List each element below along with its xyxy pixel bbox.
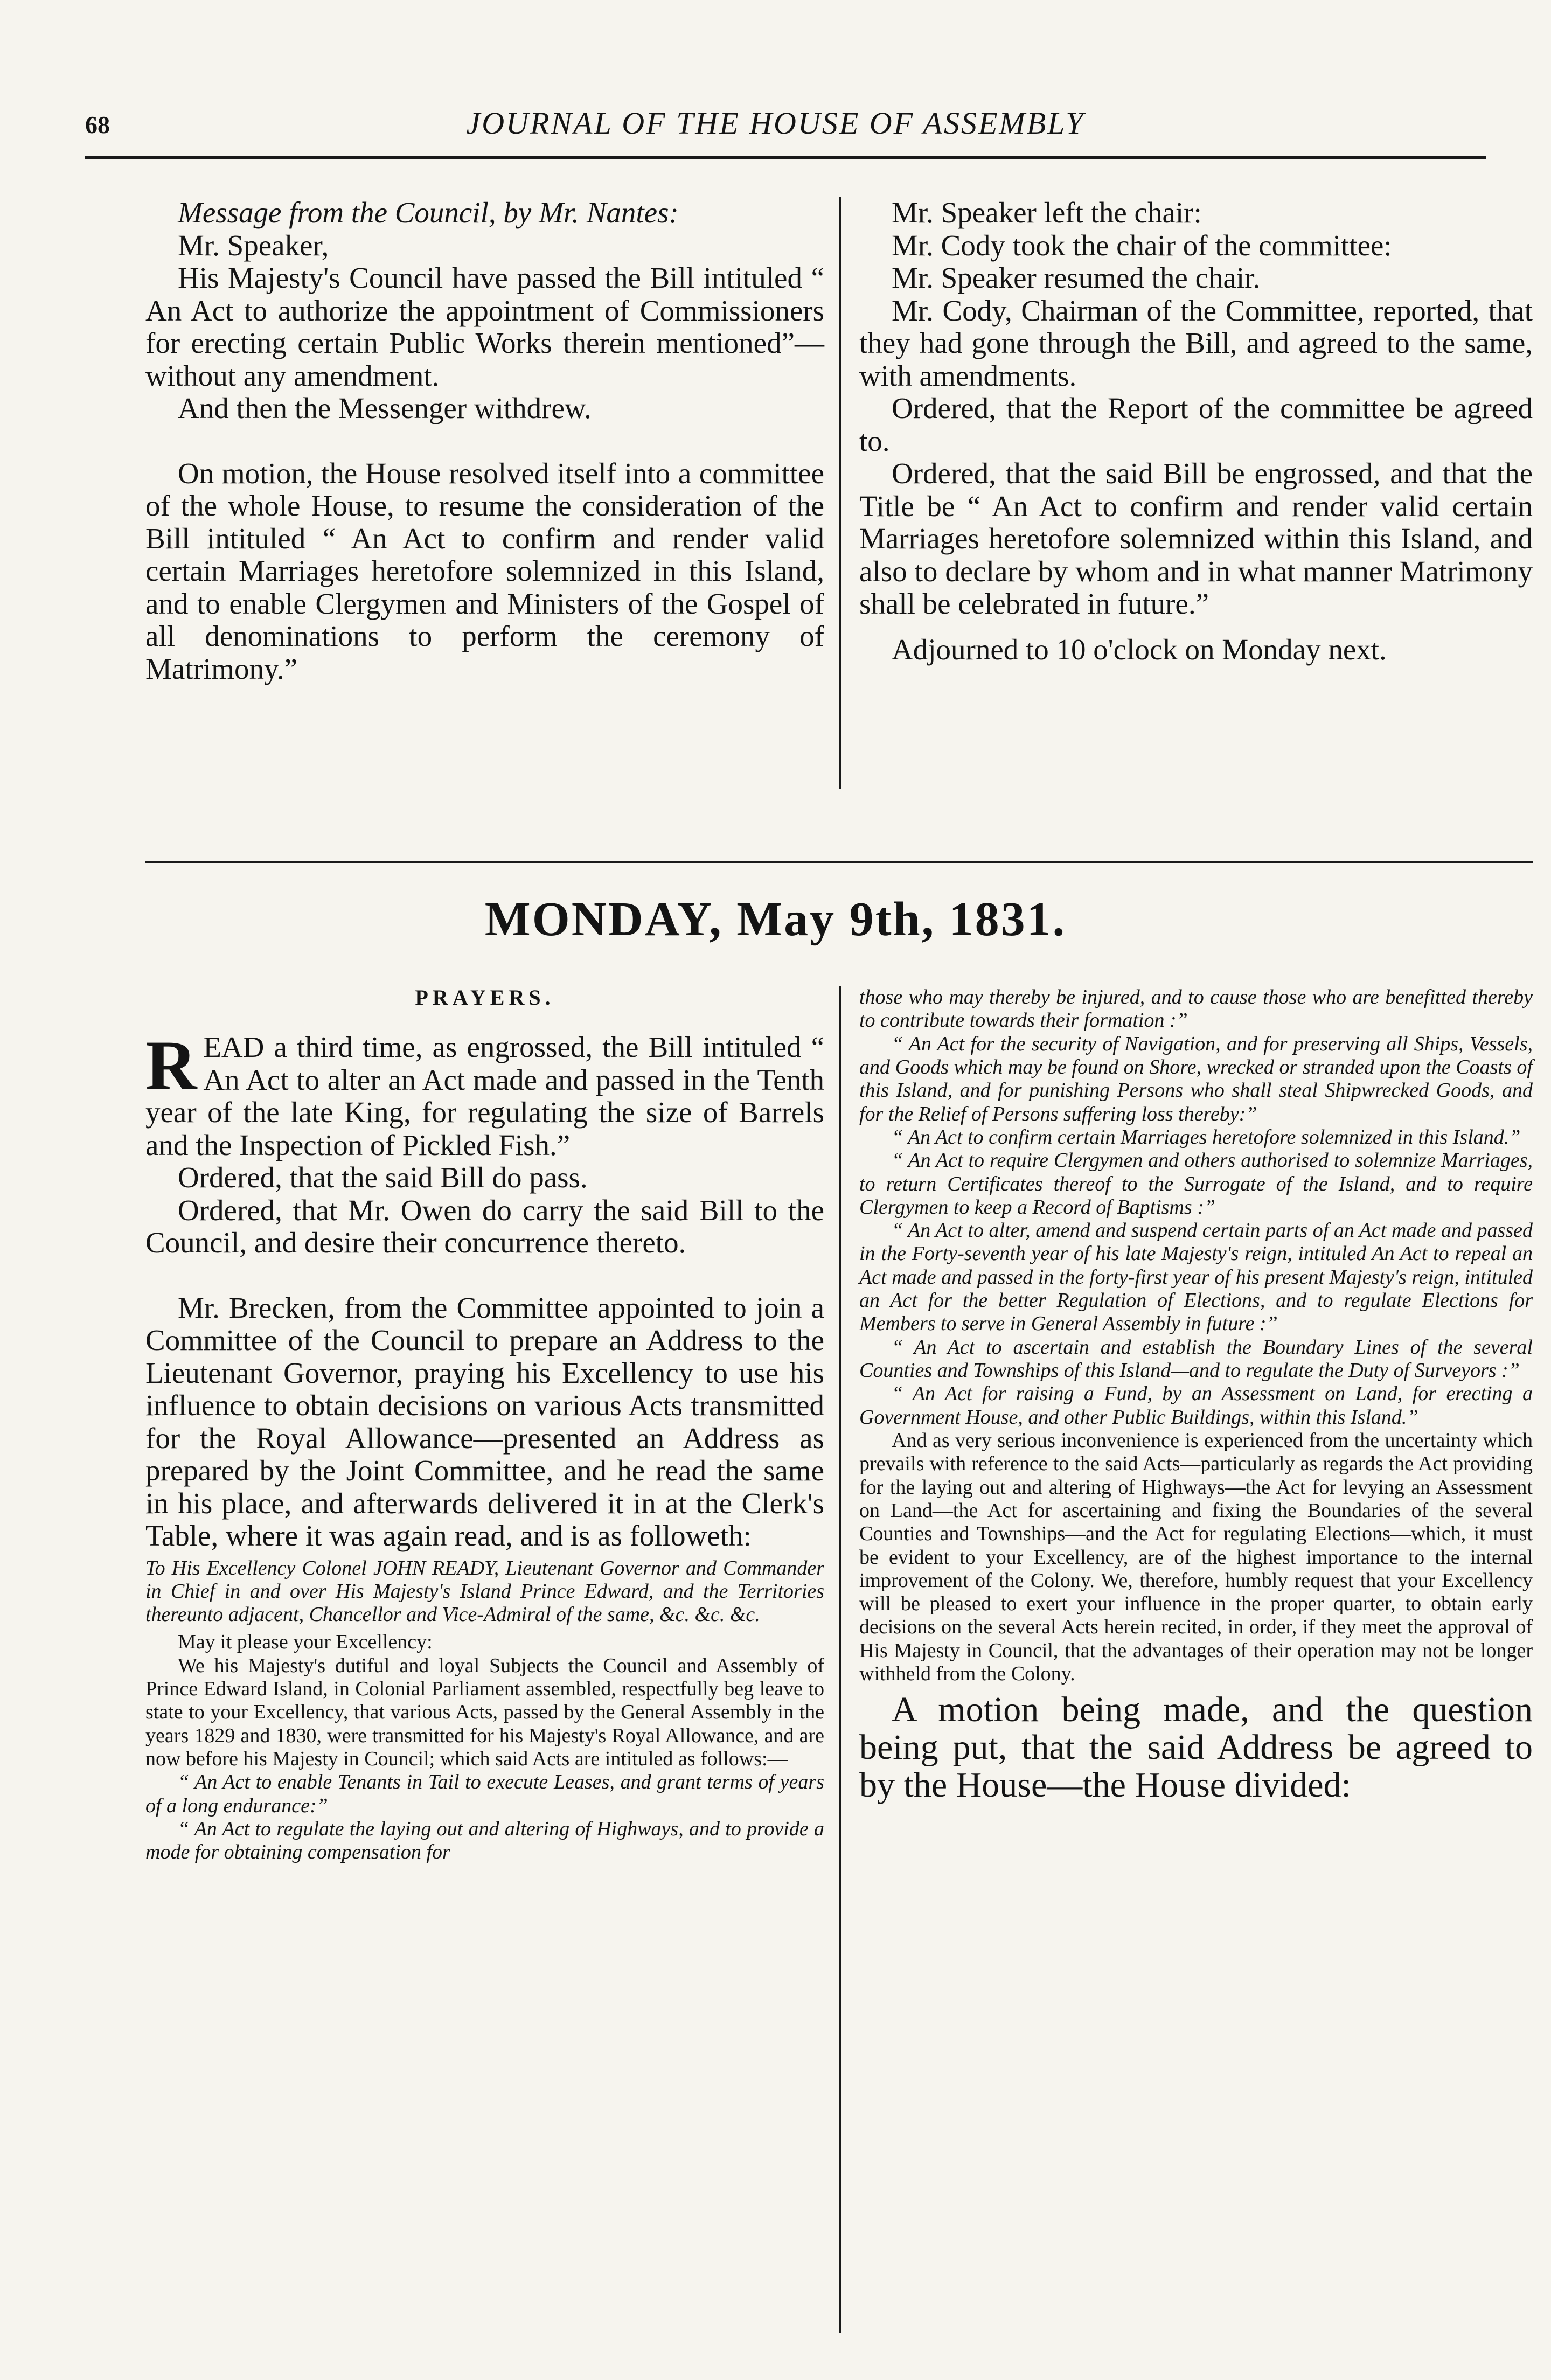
message-heading: Message from the Council, by Mr. Nantes: xyxy=(178,196,679,229)
running-title: JOURNAL OF THE HOUSE OF ASSEMBLY xyxy=(466,106,1085,141)
motion-divided: A motion being made, and the question being put, that the said Address be agreed to by the House—the House divided: xyxy=(859,1690,1533,1805)
act-clergymen: “ An Act to require Clergymen and others authorised to solemnize Marriages, to return Certificates thereof to the Surrogate of the Island, and to require Clergymen to keep a Record of Baptisms :” xyxy=(859,1149,1533,1219)
act-elections: “ An Act to alter, amend and suspend certain parts of an Act made and passed in the Forty-seventh year of his late Majesty's reign, intituled An Act to repeal an Act made and passed in the forty-first year of his present Majesty's reign, intituled an Act for the better Regulation of Elections, and to regulate Elections for Members to serve in General Assembly in future :” xyxy=(859,1219,1533,1335)
messenger-withdrew: And then the Messenger withdrew. xyxy=(178,392,592,424)
address-to: To His Excellency Colonel JOHN READY, Lieutenant Governor and Commander in Chief in and over His Majesty's Island Prince Edward, and the Territories thereunto adjacent, Chancellor and Vice-Admiral of the same, &c. &c. &c. xyxy=(145,1556,824,1626)
speaker-resumed: Mr. Speaker resumed the chair. xyxy=(892,261,1261,294)
bill-pass: Ordered, that the said Bill do pass. xyxy=(178,1161,588,1194)
act-fund: “ An Act for raising a Fund, by an Assessment on Land, for erecting a Government House, and other Public Buildings, within this Island.” xyxy=(859,1382,1533,1429)
owen-carry: Ordered, that Mr. Owen do carry the said Bill to the Council, and desire their concurrence thereto. xyxy=(145,1193,824,1259)
bottom-column-separator xyxy=(839,986,841,2333)
prayers-heading: PRAYERS. xyxy=(415,985,555,1010)
date-heading: MONDAY, May 9th, 1831. xyxy=(484,893,1067,946)
top-left-column xyxy=(145,197,824,685)
inconvenience: And as very serious inconvenience is experienced from the uncertainty which prevails with reference to the said Acts—particularly as regards the Act providing for the laying out and altering of Highways—the Act for levying an Assessment on Land—the Act for ascertaining and fixing the Boundaries of the several Counties and Townships—and the Act for regulating Elections—which, it must be evident to your Excellency, are of the highest importance to the internal improvement of the Colony. We, therefore, humbly request that your Excellency will be pleased to exert your influence in the proper quarter, to obtain early decisions on the several Acts herein recited, in order, if they meet the approval of His Majesty in Council, that the advantages of their operation may not be longer withheld from the Colony. xyxy=(859,1429,1533,1686)
act-tenants: “ An Act to enable Tenants in Tail to execute Leases, and grant terms of years of a long endurance:” xyxy=(145,1771,824,1817)
speaker-left: Mr. Speaker left the chair: xyxy=(892,196,1202,229)
council-message: His Majesty's Council have passed the Bill intituled “ An Act to authorize the appointment of Commissioners for erecting certain Public Works therein mentioned”—without any amendment. xyxy=(145,261,824,392)
section-rule xyxy=(145,861,1533,863)
address-body: We his Majesty's dutiful and loyal Subjects the Council and Assembly of Prince Edward Island, in Colonial Parliament assembled, respectfully beg leave to state to your Excellency, that various Acts, passed by the General Assembly in the years 1829 and 1830, were transmitted for his Majesty's Royal Allowance, and are now before his Majesty in Council; which said Acts are intituled as follows:— xyxy=(145,1654,824,1770)
brecken-report: Mr. Brecken, from the Committee appointed to join a Committee of the Council to prepare an Address to the Lieutenant Governor, praying his Excellency to use his influence to obtain decisions on various Acts transmitted for the Royal Allowance—presented an Address as prepared by the Joint Committee, and he read the same in his place, and afterwards delivered it in at the Clerk's Table, where it was again read, and is as followeth: xyxy=(145,1291,824,1552)
highways-continued: those who may thereby be injured, and to cause those who are benefitted thereby to contribute towards their formation :” xyxy=(859,986,1533,1032)
third-reading xyxy=(145,1026,824,1161)
bottom-right-column xyxy=(859,986,1533,1804)
report-agreed: Ordered, that the Report of the committee be agreed to. xyxy=(859,392,1533,457)
page-number: 68 xyxy=(85,111,110,138)
bottom-left-column xyxy=(145,986,824,1864)
act-boundary: “ An Act to ascertain and establish the Boundary Lines of the several Counties and Townships of this Island—and to regulate the Duty of Surveyors :” xyxy=(859,1335,1533,1382)
salutation: Mr. Speaker, xyxy=(178,228,329,262)
bill-engrossed: Ordered, that the said Bill be engrossed, and that the Title be “ An Act to confirm and render valid certain Marriages heretofore solemnized within this Island, and also to declare by whom and in what manner Matrimony shall be celebrated in future.” xyxy=(859,457,1533,620)
act-highways: “ An Act to regulate the laying out and altering of Highways, and to provide a mode for obtaining compensation for xyxy=(145,1817,824,1864)
top-right-column xyxy=(859,197,1533,666)
cody-reported: Mr. Cody, Chairman of the Committee, reported, that they had gone through the Bill, and agreed to the same, with amendments. xyxy=(859,294,1533,392)
act-navigation: “ An Act for the security of Navigation, and for preserving all Ships, Vessels, and Goods which may be found on Shore, wrecked or stranded upon the Coasts of this Island, and for punishing Persons who shall steal Shipwrecked Goods, and for the Relief of Persons suffering loss thereby:” xyxy=(859,1032,1533,1125)
adjourned: Adjourned to 10 o'clock on Monday next. xyxy=(892,632,1387,666)
drop-cap: R xyxy=(145,1026,197,1105)
top-column-separator xyxy=(839,197,841,789)
third-reading-text: EAD a third time, as engrossed, the Bill intituled “ An Act to alter an Act made and passed in the Tenth year of the late King, for regulating the size of Barrels and the Inspection of Pickled Fish.” xyxy=(145,1031,824,1161)
act-marriages: “ An Act to confirm certain Marriages heretofore solemnized in this Island.” xyxy=(892,1125,1521,1149)
may-it-please: May it please your Excellency: xyxy=(178,1631,433,1654)
header-rule xyxy=(85,156,1486,159)
cody-took-chair: Mr. Cody took the chair of the committee: xyxy=(892,228,1392,262)
committee-motion: On motion, the House resolved itself into a committee of the whole House, to resume the consideration of the Bill intituled “ An Act to confirm and render valid certain Marriages heretofore solemnized in this Island, and to enable Clergymen and Ministers of the Gospel of all denominations to perform the ceremony of Matrimony.” xyxy=(145,456,824,685)
